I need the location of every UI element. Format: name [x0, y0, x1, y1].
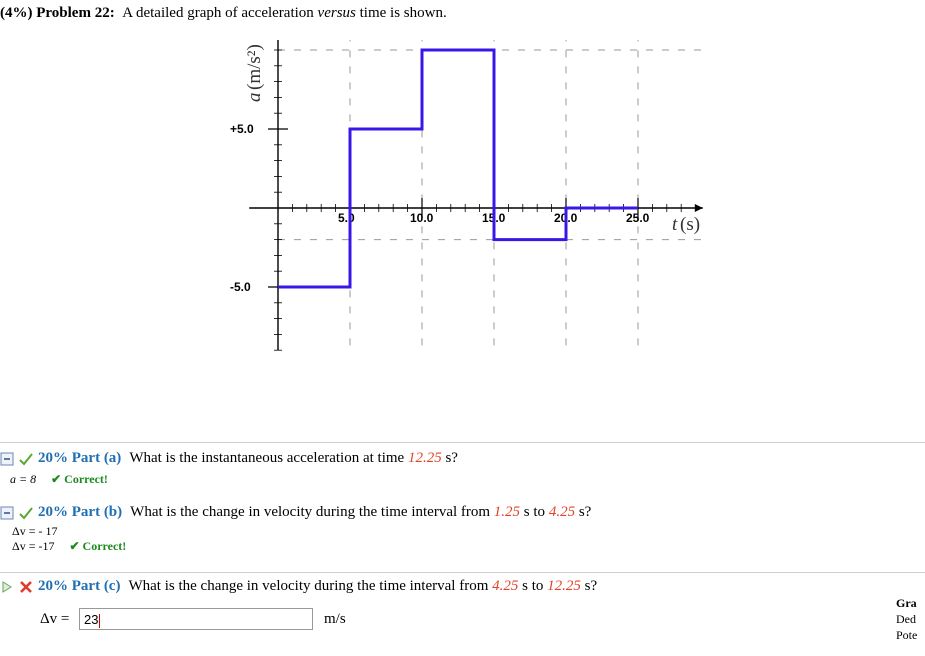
part-c-input-unit: m/s — [324, 611, 346, 627]
separator-a — [0, 442, 925, 443]
y-axis-unit: (m/s²) — [244, 44, 265, 90]
part-b-percent: 20% Part (b) — [38, 504, 123, 520]
side-line-3: Pote — [896, 628, 918, 642]
acceleration-graph — [210, 40, 710, 360]
problem-header — [0, 5, 447, 22]
problem-percent: (4%) — [0, 5, 33, 21]
part-a-row[interactable] — [0, 450, 458, 467]
axes — [230, 40, 703, 350]
part-c-answer-input[interactable] — [79, 608, 313, 630]
problem-text-after: time is shown. — [359, 5, 447, 21]
acceleration-line — [278, 50, 638, 287]
problem-text-before: A detailed graph of acceleration — [122, 5, 314, 21]
side-line-1: Gra — [896, 596, 917, 610]
hint-side-panel[interactable] — [896, 595, 925, 647]
part-c-question: What is the change in velocity during the time interval from — [128, 578, 489, 594]
part-a-question: What is the instantaneous acceleration at time — [129, 450, 405, 466]
wrong-x-icon — [19, 580, 33, 594]
part-b-question: What is the change in velocity during the time interval from — [130, 504, 491, 520]
x-tick-label: 25.0 — [626, 211, 650, 225]
side-line-2: Ded — [896, 612, 916, 626]
x-tick-label: 5.0 — [338, 211, 355, 225]
part-c-mid: s to — [522, 578, 544, 594]
y-axis-label: a — [244, 92, 265, 102]
part-c-input-value: 23 — [84, 612, 99, 627]
part-b-status: Correct! — [82, 539, 127, 553]
x-tick-label: 20.0 — [554, 211, 578, 225]
chart-marks — [278, 50, 638, 287]
x-tick-label: 10.0 — [410, 211, 434, 225]
part-a-value: 12.25 — [407, 450, 442, 466]
part-b-row[interactable] — [0, 504, 591, 521]
checkmark-icon — [19, 506, 33, 520]
part-b-value1: 1.25 — [493, 504, 521, 520]
part-c-percent: 20% Part (c) — [38, 578, 121, 594]
checkmark-icon — [19, 452, 33, 466]
part-b-mid: s to — [523, 504, 546, 520]
part-b-answer-1: Δv = - 17 — [12, 524, 58, 538]
part-b-answer-row: Δv = -17 ✔ Correct! — [12, 539, 127, 553]
x-axis-unit: (s) — [680, 214, 701, 235]
part-b-unit: s? — [578, 504, 592, 520]
part-c-input-label: Δv = — [40, 611, 70, 627]
problem-text-italic: versus — [317, 5, 356, 21]
part-a-percent: 20% Part (a) — [38, 450, 122, 466]
part-c-value2: 12.25 — [547, 578, 581, 594]
part-a-status: Correct! — [64, 472, 108, 486]
y-tick-label: -5.0 — [230, 280, 251, 294]
problem-label: Problem 22: — [36, 5, 115, 21]
part-a-unit: s? — [445, 450, 458, 466]
x-axis-arrow — [695, 204, 703, 212]
part-b-answer-2: Δv = -17 — [12, 539, 55, 553]
expand-arrow-icon[interactable] — [0, 580, 14, 594]
x-axis-label: t — [672, 214, 678, 235]
part-c-row[interactable] — [0, 578, 597, 595]
separator-c — [0, 572, 925, 573]
collapse-icon[interactable] — [0, 506, 14, 520]
x-tick-label: 15.0 — [482, 211, 506, 225]
part-c-value1: 4.25 — [492, 578, 519, 594]
y-tick-label: +5.0 — [230, 122, 254, 136]
collapse-icon[interactable] — [0, 452, 14, 466]
part-a-answer: a = 8 — [10, 472, 37, 486]
part-a-answer-row: a = 8 ✔ Correct! — [10, 472, 108, 486]
part-b-value2: 4.25 — [548, 504, 576, 520]
part-c-unit: s? — [584, 578, 598, 594]
